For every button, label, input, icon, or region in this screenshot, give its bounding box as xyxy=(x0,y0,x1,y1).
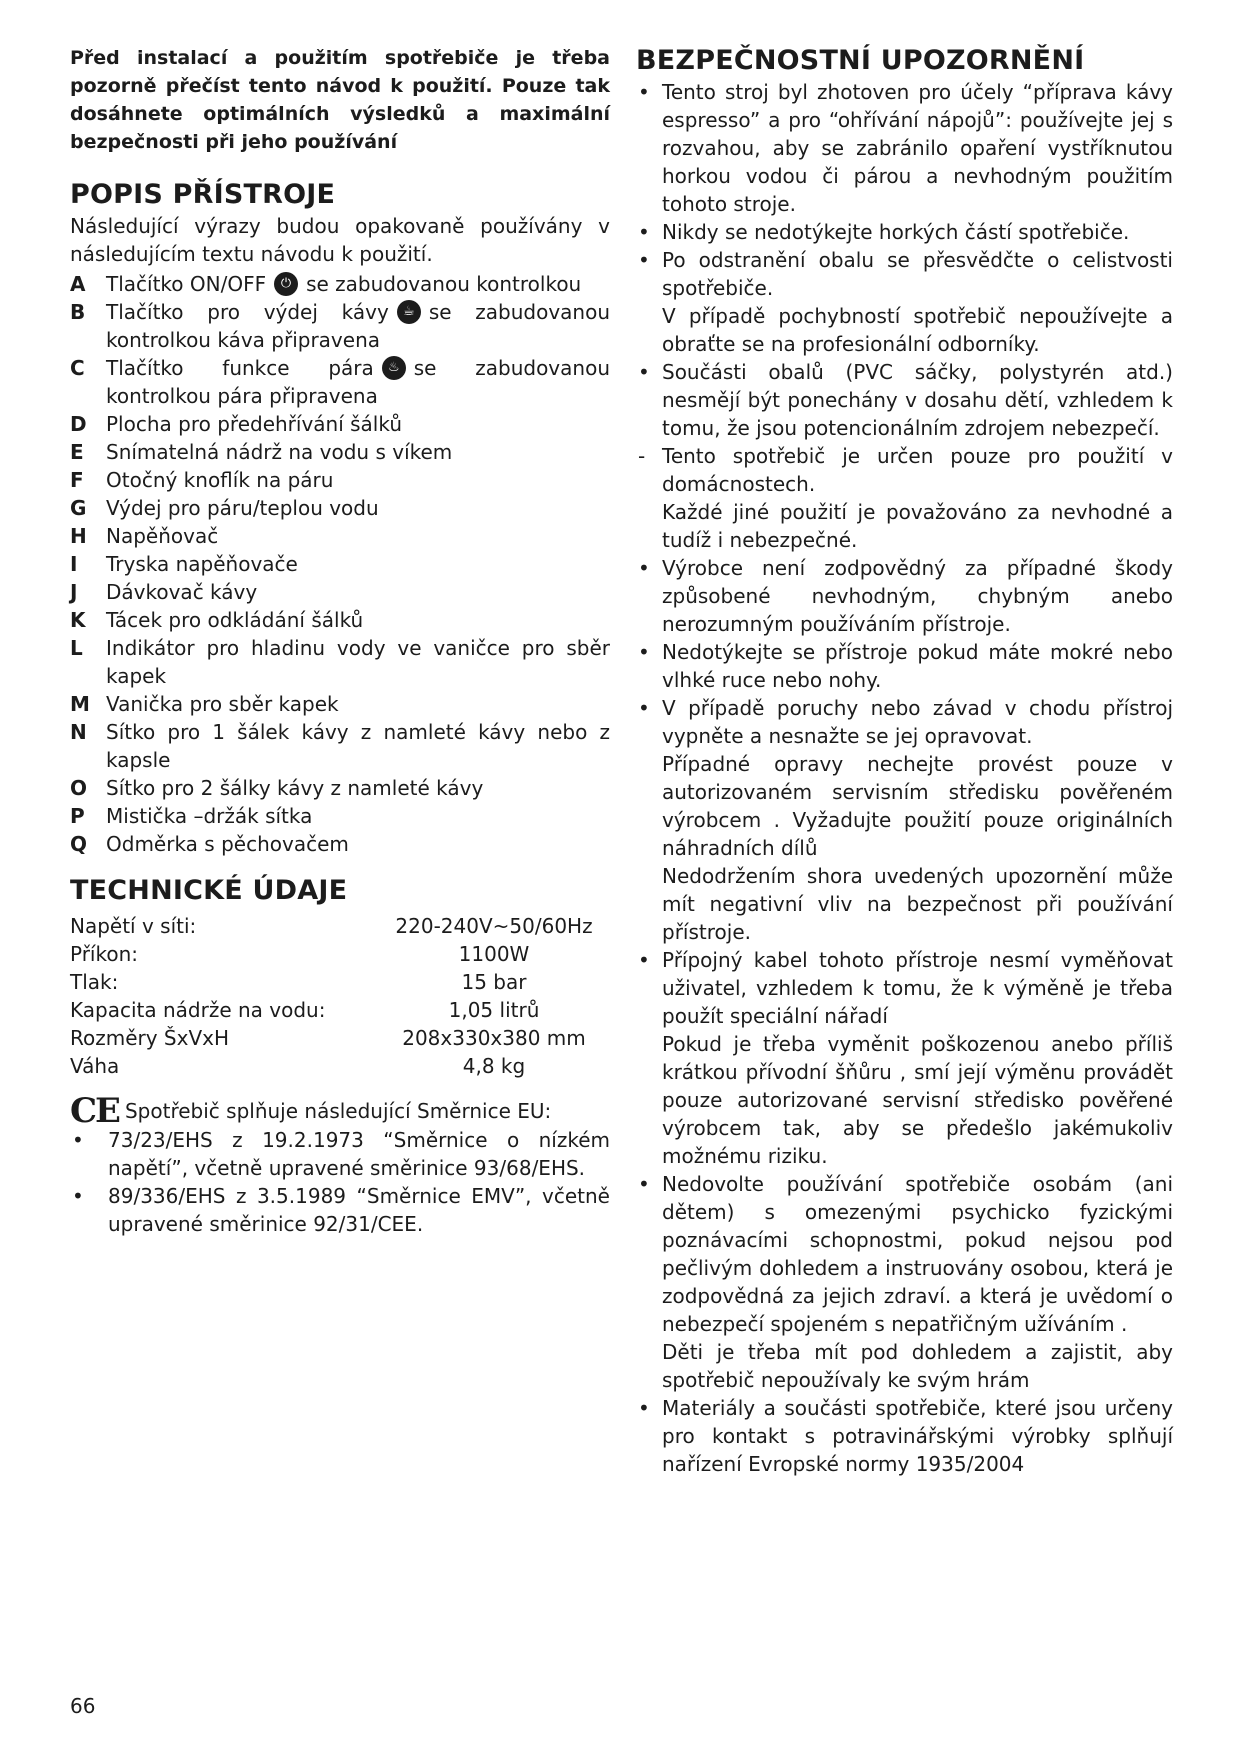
bullet-icon: • xyxy=(638,696,650,720)
part-letter: F xyxy=(70,468,84,492)
part-item xyxy=(70,578,610,606)
part-text: Sítko pro 1 šálek kávy z namleté kávy nebo z kapsle xyxy=(106,720,610,772)
part-text: Napěňovač xyxy=(106,524,219,548)
section-heading-tech: TECHNICKÉ ÚDAJE xyxy=(70,875,348,906)
part-text: Plocha pro předehřívání šálků xyxy=(106,412,403,436)
ce-compliance xyxy=(70,1091,610,1131)
warning-item xyxy=(636,246,1173,358)
ce-text: Spotřebič splňuje následující Směrnice EU: xyxy=(124,1099,552,1123)
warning-text: Nedotýkejte se přístroje pokud máte mokré nebo vlhké ruce nebo nohy. xyxy=(662,640,1173,692)
part-item xyxy=(70,830,610,858)
warning-text: Děti je třeba mít pod dohledem a zajistit, aby spotřebič nepoužívaly ke svým hrám xyxy=(662,1340,1173,1392)
bullet-icon: • xyxy=(638,1396,650,1420)
ce-mark-icon: CE xyxy=(70,1091,119,1131)
spec-label: Tlak: xyxy=(70,970,119,994)
part-letter: N xyxy=(70,720,87,744)
part-letter: H xyxy=(70,524,87,548)
warning-text: Přípojný kabel tohoto přístroje nesmí vyměňovat uživatel, vzhledem k tomu, že k výměně je třeba použít speciální nářadí xyxy=(662,948,1173,1028)
part-text: se zabudovanou kontrolkou káva připravena xyxy=(106,300,610,352)
part-text: Výdej pro páru/teplou vodu xyxy=(106,496,379,520)
part-letter: L xyxy=(70,636,83,660)
warning-text: Tento stroj byl zhotoven pro účely “příprava kávy espresso” a pro “ohřívání nápojů”: používejte jej s rozvahou, aby se zabránilo opaření vystříknutou horkou vodou či párou a nevhodným použitím tohoto stroje. xyxy=(662,80,1173,216)
spec-row xyxy=(70,996,610,1024)
spec-row xyxy=(70,968,610,996)
part-item xyxy=(70,718,610,774)
warning-item xyxy=(636,218,1173,246)
warning-text: Případné opravy nechejte provést pouze v autorizovaném servisním středisku pověřeném výrobcem . Vyžadujte použití pouze originálních náhradních dílů xyxy=(662,752,1173,860)
part-text: Dávkovač kávy xyxy=(106,580,258,604)
bullet-icon: • xyxy=(638,948,650,972)
part-text: Tlačítko funkce pára xyxy=(106,356,374,380)
bullet-icon: • xyxy=(638,556,650,580)
page-number: 66 xyxy=(70,1694,96,1718)
directive-item xyxy=(70,1126,610,1182)
warning-item xyxy=(636,554,1173,638)
part-letter: M xyxy=(70,692,90,716)
spec-table xyxy=(70,912,610,1080)
part-item xyxy=(70,270,610,298)
spec-row xyxy=(70,1024,610,1052)
warning-item xyxy=(636,78,1173,218)
warning-item xyxy=(636,946,1173,1170)
intro-text: Před instalací a použitím spotřebiče je třeba pozorně přečíst tento návod k použití. Pouze tak dosáhnete optimálních výsledků a maximální bezpečnosti při jeho používání xyxy=(70,47,610,153)
parts-list xyxy=(70,270,610,858)
part-item xyxy=(70,522,610,550)
spec-label: Napětí v síti: xyxy=(70,914,197,938)
directive-text: 73/23/EHS z 19.2.1973 “Směrnice o nízkém napětí”, včetně upravené směrinice 93/68/EHS. xyxy=(108,1128,610,1180)
spec-label: Rozměry ŠxVxH xyxy=(70,1026,230,1050)
warning-item xyxy=(636,638,1173,694)
spec-value: 15 bar xyxy=(461,970,527,994)
part-item xyxy=(70,410,610,438)
warning-text: Pokud je třeba vyměnit poškozenou anebo příliš krátkou přívodní šňůru , smí její výměnu provádět pouze autorizované servisní středisko pověřené výrobcem tak, aby se předešlo jakémukoliv možnému riziku. xyxy=(662,1032,1173,1168)
part-letter: J xyxy=(70,580,78,604)
part-item xyxy=(70,354,610,410)
part-text: Indikátor pro hladinu vody ve vaničce pro sběr kapek xyxy=(106,636,610,688)
spec-value: 4,8 kg xyxy=(462,1054,526,1078)
part-letter: P xyxy=(70,804,85,828)
warning-text: V případě poruchy nebo závad v chodu přístroj vypněte a nesnažte se jej opravovat. xyxy=(662,696,1173,748)
part-text: Tryska napěňovače xyxy=(106,552,298,576)
part-item xyxy=(70,774,610,802)
part-item xyxy=(70,802,610,830)
bullet-icon: • xyxy=(638,1172,650,1196)
part-item xyxy=(70,494,610,522)
warning-item xyxy=(636,358,1173,442)
spec-row xyxy=(70,912,610,940)
part-text: se zabudovanou kontrolkou pára připravena xyxy=(106,356,610,408)
spec-value: 220-240V~50/60Hz xyxy=(395,914,593,938)
spec-label: Kapacita nádrže na vodu: xyxy=(70,998,326,1022)
bullet-icon: • xyxy=(72,1128,84,1152)
part-item xyxy=(70,634,610,690)
part-item xyxy=(70,466,610,494)
popis-lead: Následující výrazy budou opakovaně používány v následujícím textu návodu k použití. xyxy=(70,214,610,266)
warning-item xyxy=(636,694,1173,946)
part-letter: Q xyxy=(70,832,88,856)
part-letter: I xyxy=(70,552,78,576)
part-text: Sítko pro 2 šálky kávy z namleté kávy xyxy=(106,776,484,800)
part-text: Otočný knoflík na páru xyxy=(106,468,334,492)
warning-text: V případě pochybností spotřebič nepoužívejte a obraťte se na profesionální odborníky. xyxy=(662,304,1173,356)
warning-text: Každé jiné použití je považováno za nevhodné a tudíž i nebezpečné. xyxy=(662,500,1173,552)
bullet-icon: • xyxy=(638,360,650,384)
part-item xyxy=(70,550,610,578)
spec-value: 1,05 litrů xyxy=(448,998,540,1022)
part-item xyxy=(70,690,610,718)
warning-item xyxy=(636,442,1173,554)
directive-text: 89/336/EHS z 3.5.1989 “Směrnice EMV”, včetně upravené směrinice 92/31/CEE. xyxy=(108,1184,610,1236)
bullet-icon: • xyxy=(638,220,650,244)
steam-icon: ♨ xyxy=(382,356,406,380)
part-text: Mistička –držák sítka xyxy=(106,804,313,828)
part-letter: O xyxy=(70,776,88,800)
part-item xyxy=(70,438,610,466)
part-item xyxy=(70,606,610,634)
left-column xyxy=(70,44,610,1238)
spec-value: 208x330x380 mm xyxy=(402,1026,586,1050)
part-text: Snímatelná nádrž na vodu s víkem xyxy=(106,440,453,464)
part-text: Tácek pro odkládání šálků xyxy=(106,608,364,632)
warning-text: Materiály a součásti spotřebiče, které jsou určeny pro kontakt s potravinářskými výrobky splňují nařízení Evropské normy 1935/2004 xyxy=(662,1396,1173,1476)
part-text: Tlačítko pro výdej kávy xyxy=(106,300,389,324)
warning-item xyxy=(636,1170,1173,1394)
warning-text: Součásti obalů (PVC sáčky, polystyrén atd.) nesmějí být ponechány v dosahu dětí, vzhledem k tomu, že jsou potencionálním zdrojem nebezpečí. xyxy=(662,360,1173,440)
spec-label: Váha xyxy=(70,1054,120,1078)
bullet-icon: • xyxy=(638,248,650,272)
coffee-cup-icon: ☕ xyxy=(397,300,421,324)
warning-text: Nikdy se nedotýkejte horkých částí spotřebiče. xyxy=(662,220,1130,244)
part-text: se zabudovanou kontrolkou xyxy=(306,272,582,296)
power-icon: ⏻ xyxy=(274,272,298,296)
part-letter: A xyxy=(70,272,86,296)
warning-text: Nedovolte používání spotřebiče osobám (ani dětem) s omezenými psychicko fyzickými poznávacími schopnostmi, pokud nejsou pod pečlivým dohledem a instruovány osobou, která je zodpovědná za jejich zdraví. a která je uvědomí o nebezpečí spojeném s nepatřičným užíváním . xyxy=(662,1172,1173,1336)
part-letter: D xyxy=(70,412,87,436)
section-heading-bezp: BEZPEČNOSTNÍ UPOZORNĚNÍ xyxy=(636,45,1085,76)
section-heading-popis: POPIS PŘÍSTROJE xyxy=(70,179,336,210)
spec-value: 1100W xyxy=(458,942,530,966)
part-text: Vanička pro sběr kapek xyxy=(106,692,339,716)
right-column xyxy=(636,44,1173,1478)
part-letter: B xyxy=(70,300,86,324)
part-letter: K xyxy=(70,608,86,632)
spec-label: Příkon: xyxy=(70,942,139,966)
warning-text: Výrobce není zodpovědný za případné škody způsobené nevhodným, chybným anebo nerozumným používáním přístroje. xyxy=(662,556,1173,636)
part-text: Odměrka s pěchovačem xyxy=(106,832,349,856)
bullet-icon: • xyxy=(638,640,650,664)
warning-text: Tento spotřebič je určen pouze pro použití v domácnostech. xyxy=(662,444,1173,496)
bullet-icon: • xyxy=(638,80,650,104)
warning-text: Nedodržením shora uvedených upozornění může mít negativní vliv na bezpečnost při používání přístroje. xyxy=(662,864,1173,944)
part-letter: E xyxy=(70,440,84,464)
part-text: Tlačítko ON/OFF xyxy=(106,272,267,296)
directive-item xyxy=(70,1182,610,1238)
part-item xyxy=(70,298,610,354)
bullet-icon: • xyxy=(72,1184,84,1208)
spec-row xyxy=(70,940,610,968)
dash-icon: - xyxy=(638,444,646,468)
part-letter: G xyxy=(70,496,87,520)
spec-row xyxy=(70,1052,610,1080)
warning-text: Po odstranění obalu se přesvědčte o celistvosti spotřebiče. xyxy=(662,248,1173,300)
part-letter: C xyxy=(70,356,85,380)
warning-item xyxy=(636,1394,1173,1478)
